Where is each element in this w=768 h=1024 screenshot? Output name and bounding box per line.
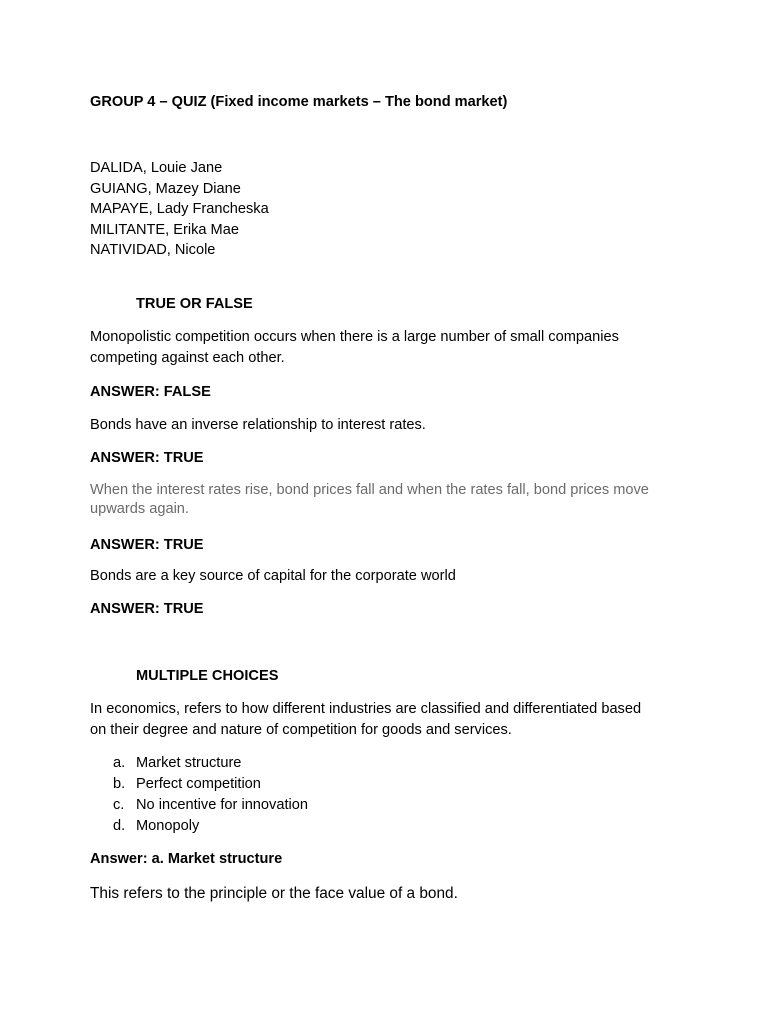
choice-text: No incentive for innovation	[136, 796, 308, 813]
answer-text: ANSWER: FALSE	[90, 384, 211, 400]
member-name: GUIANG, Mazey Diane	[90, 180, 241, 197]
question-text: In economics, refers to how different industries are classified and differentiated based	[90, 701, 642, 717]
question-text: Monopolistic competition occurs when there is a large number of small companies	[90, 329, 619, 345]
question-text: When the interest rates rise, bond prices fall and when the rates fall, bond prices move	[90, 482, 649, 498]
choice-text: Perfect competition	[136, 775, 261, 792]
member-name: DALIDA, Louie Jane	[90, 160, 223, 176]
answer-text: ANSWER: TRUE	[90, 450, 204, 466]
true-false-heading: TRUE OR FALSE	[136, 296, 253, 312]
page-title: GROUP 4 – QUIZ (Fixed income markets – The bond market)	[90, 94, 508, 110]
answer-text: Answer: a. Market structure	[90, 851, 283, 867]
question-text: upwards again.	[90, 501, 189, 517]
question-text: This refers to the principle or the face value of a bond.	[90, 885, 458, 902]
choice-text: Monopoly	[136, 817, 200, 834]
member-name: NATIVIDAD, Nicole	[90, 242, 216, 259]
choice-letter: b.	[113, 775, 126, 792]
member-name: MAPAYE, Lady Francheska	[90, 201, 269, 218]
member-name: MILITANTE, Erika Mae	[90, 221, 239, 238]
choice-text: Market structure	[136, 755, 242, 771]
choice-item	[113, 753, 308, 774]
choice-letter: a.	[113, 755, 126, 771]
choice-letter: c.	[113, 796, 125, 813]
question-text: Bonds are a key source of capital for the corporate world	[90, 568, 456, 584]
answer-text: ANSWER: TRUE	[90, 537, 204, 553]
choice-item	[113, 816, 308, 837]
choice-letter: d.	[113, 817, 126, 834]
question-text: on their degree and nature of competition for goods and services.	[90, 722, 512, 738]
choice-list	[113, 753, 308, 837]
multiple-choice-heading: MULTIPLE CHOICES	[136, 668, 279, 684]
answer-text: ANSWER: TRUE	[90, 601, 204, 617]
question-text: competing against each other.	[90, 350, 285, 366]
choice-item	[113, 795, 308, 816]
question-text: Bonds have an inverse relationship to interest rates.	[90, 417, 426, 433]
member-list	[90, 158, 269, 261]
choice-item	[113, 774, 308, 795]
